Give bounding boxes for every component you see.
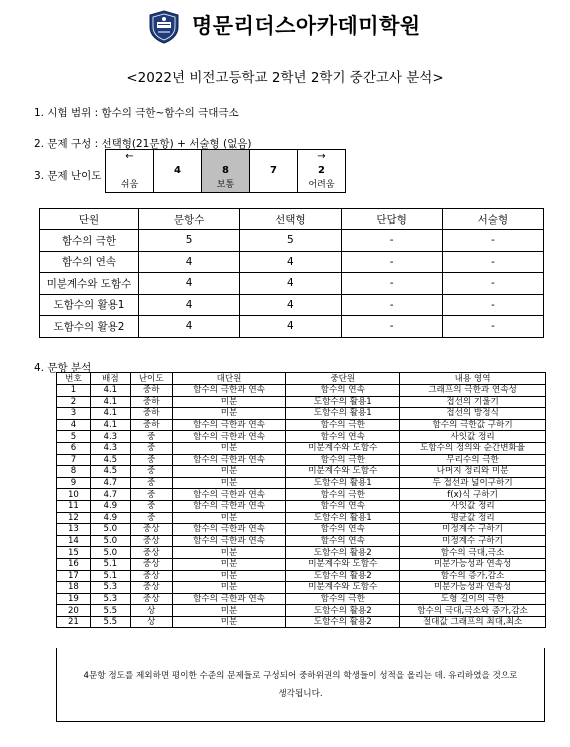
column-header: 배점 bbox=[90, 373, 130, 385]
table-cell: 중하 bbox=[130, 408, 172, 420]
table-cell: 미분 bbox=[172, 558, 286, 570]
table-row bbox=[57, 524, 546, 536]
table-cell: 함수의 극한과 연속 bbox=[172, 454, 286, 466]
table-cell: 4.1 bbox=[90, 396, 130, 408]
table-cell: 미분 bbox=[172, 616, 286, 628]
table-cell: 중상 bbox=[130, 547, 172, 559]
table-cell: 무리수의 극한 bbox=[400, 454, 546, 466]
table-cell: 4.5 bbox=[90, 454, 130, 466]
question-composition: 2. 문제 구성 : 선택형(21문항) + 서술형 (없음) bbox=[34, 138, 252, 150]
table-cell: 중 bbox=[130, 442, 172, 454]
table-cell: 상 bbox=[130, 605, 172, 617]
table-cell: 함수의 연속 bbox=[40, 251, 139, 273]
difficulty-count: 8 bbox=[222, 165, 229, 176]
table-cell: 4.3 bbox=[90, 431, 130, 443]
table-row bbox=[40, 294, 544, 316]
academy-name: 명문리더스아카데미학원 bbox=[192, 14, 421, 38]
table-cell: - bbox=[341, 273, 442, 295]
table-cell: 4.1 bbox=[90, 385, 130, 397]
table-cell: 5.1 bbox=[90, 570, 130, 582]
table-cell: - bbox=[341, 316, 442, 338]
table-cell: 두 접선과 넓이구하기 bbox=[400, 477, 546, 489]
table-cell: 4 bbox=[240, 273, 341, 295]
table-cell: 4.1 bbox=[90, 419, 130, 431]
table-cell: 4.1 bbox=[90, 408, 130, 420]
table-cell: 4.7 bbox=[90, 477, 130, 489]
table-cell: 중 bbox=[130, 512, 172, 524]
table-cell: 도함수의 활용2 bbox=[286, 605, 400, 617]
table-cell: 도함수의 활용1 bbox=[286, 512, 400, 524]
difficulty-scale bbox=[105, 149, 346, 193]
table-cell: 4 bbox=[139, 294, 240, 316]
table-row bbox=[57, 593, 546, 605]
column-header: 선택형 bbox=[240, 209, 341, 230]
composition-table bbox=[39, 208, 544, 338]
table-cell: 3 bbox=[57, 408, 91, 420]
table-cell: 5.0 bbox=[90, 547, 130, 559]
table-cell: 중상 bbox=[130, 593, 172, 605]
table-cell: 도함수의 정의와 순간변화율 bbox=[400, 442, 546, 454]
arrow-right-icon: → bbox=[317, 151, 326, 162]
table-cell: 4.5 bbox=[90, 466, 130, 478]
table-cell: 미정계수 구하기 bbox=[400, 524, 546, 536]
table-cell: 15 bbox=[57, 547, 91, 559]
table-cell: 미분계수와 도함수 bbox=[286, 466, 400, 478]
table-row bbox=[57, 454, 546, 466]
table-cell: 함수의 극한과 연속 bbox=[172, 524, 286, 536]
table-row bbox=[57, 547, 546, 559]
table-cell: 5.3 bbox=[90, 593, 130, 605]
column-header: 대단원 bbox=[172, 373, 286, 385]
table-cell: 중하 bbox=[130, 419, 172, 431]
table-cell: 도함수의 활용1 bbox=[286, 477, 400, 489]
comment-box bbox=[56, 648, 545, 722]
table-cell: 중상 bbox=[130, 535, 172, 547]
table-cell: 미분 bbox=[172, 466, 286, 478]
table-cell: 미분 bbox=[172, 512, 286, 524]
column-header: 단원 bbox=[40, 209, 139, 230]
table-cell: 9 bbox=[57, 477, 91, 489]
table-cell: f(x)식 구하기 bbox=[400, 489, 546, 501]
table-cell: 7 bbox=[57, 454, 91, 466]
table-cell: 함수의 극한 bbox=[286, 419, 400, 431]
table-cell: 17 bbox=[57, 570, 91, 582]
difficulty-count: 4 bbox=[174, 165, 181, 176]
table-cell: 미분 bbox=[172, 477, 286, 489]
table-cell: 미정계수 구하기 bbox=[400, 535, 546, 547]
table-cell: 사잇값 정리 bbox=[400, 500, 546, 512]
table-cell: 함수의 연속 bbox=[286, 535, 400, 547]
table-cell: 11 bbox=[57, 500, 91, 512]
difficulty-caption: 보통 bbox=[216, 180, 235, 190]
document-title: <2022년 비전고등학교 2학년 2학기 중간고사 분석> bbox=[126, 70, 444, 86]
table-cell: 중상 bbox=[130, 558, 172, 570]
difficulty-cell-highlighted bbox=[202, 150, 250, 193]
arrow-left-icon: ← bbox=[125, 151, 134, 162]
table-cell: 2 bbox=[57, 396, 91, 408]
column-header: 단답형 bbox=[341, 209, 442, 230]
table-cell: 5 bbox=[240, 230, 341, 252]
table-row bbox=[57, 408, 546, 420]
difficulty-caption: 어려움 bbox=[308, 180, 335, 190]
table-cell: 함수의 극한 bbox=[40, 230, 139, 252]
table-cell: 중상 bbox=[130, 582, 172, 594]
table-cell: 함수의 극한 bbox=[286, 593, 400, 605]
table-cell: 미분 bbox=[172, 605, 286, 617]
table-row bbox=[57, 512, 546, 524]
table-cell: 함수의 극한과 연속 bbox=[172, 419, 286, 431]
table-cell: 4 bbox=[240, 251, 341, 273]
difficulty-count: 7 bbox=[270, 165, 277, 176]
table-cell: 그래프의 극한과 연속성 bbox=[400, 385, 546, 397]
table-cell: 18 bbox=[57, 582, 91, 594]
table-cell: 평균값 정리 bbox=[400, 512, 546, 524]
table-cell: 중 bbox=[130, 477, 172, 489]
table-cell: 함수의 극한과 연속 bbox=[172, 431, 286, 443]
table-cell: 중 bbox=[130, 466, 172, 478]
table-cell: 미분계수와 도함수 bbox=[286, 558, 400, 570]
table-cell: 12 bbox=[57, 512, 91, 524]
table-row bbox=[57, 385, 546, 397]
exam-scope: 1. 시험 범위 : 함수의 극한~함수의 극대극소 bbox=[34, 107, 239, 119]
table-cell: 절대값 그래프의 최대,최소 bbox=[400, 616, 546, 628]
difficulty-label: 3. 문제 난이도 bbox=[34, 170, 102, 182]
table-cell: 4.9 bbox=[90, 512, 130, 524]
table-cell: 상 bbox=[130, 616, 172, 628]
table-cell: 도함수의 활용1 bbox=[40, 294, 139, 316]
table-row bbox=[57, 431, 546, 443]
table-cell: 미분계수와 도함수 bbox=[40, 273, 139, 295]
table-cell: 5 bbox=[57, 431, 91, 443]
table-cell: 4 bbox=[139, 251, 240, 273]
table-cell: 4.9 bbox=[90, 500, 130, 512]
table-cell: 함수의 극한과 연속 bbox=[172, 489, 286, 501]
table-cell: 함수의 극한 bbox=[286, 489, 400, 501]
difficulty-cell bbox=[250, 150, 298, 193]
table-cell: - bbox=[442, 294, 543, 316]
difficulty-cell bbox=[106, 150, 154, 193]
table-cell: 함수의 증가,감소 bbox=[400, 570, 546, 582]
table-cell: - bbox=[341, 251, 442, 273]
table-row bbox=[57, 582, 546, 594]
column-header: 문항수 bbox=[139, 209, 240, 230]
table-cell: 4.3 bbox=[90, 442, 130, 454]
table-cell: 미분 bbox=[172, 547, 286, 559]
table-cell: 도함수의 활용2 bbox=[286, 616, 400, 628]
table-cell: 8 bbox=[57, 466, 91, 478]
table-cell: 중하 bbox=[130, 396, 172, 408]
table-cell: 도함수의 활용2 bbox=[286, 570, 400, 582]
table-cell: 1 bbox=[57, 385, 91, 397]
table-cell: 미분 bbox=[172, 408, 286, 420]
table-cell: 6 bbox=[57, 442, 91, 454]
table-cell: 함수의 극한 bbox=[286, 454, 400, 466]
table-cell: 5.1 bbox=[90, 558, 130, 570]
table-row bbox=[57, 558, 546, 570]
table-cell: 함수의 극한과 연속 bbox=[172, 500, 286, 512]
analysis-comment: 4문항 정도를 제외하면 평이한 수준의 문제들로 구성되어 중하위권의 학생들이 성적을 올리는 데. 유리하였을 것으로 생각됩니다. bbox=[83, 670, 518, 699]
table-cell: 미분 bbox=[172, 396, 286, 408]
table-cell: 4 bbox=[240, 316, 341, 338]
table-cell: - bbox=[442, 316, 543, 338]
table-cell: 10 bbox=[57, 489, 91, 501]
table-cell: 중하 bbox=[130, 385, 172, 397]
table-row bbox=[57, 570, 546, 582]
table-cell: 4 bbox=[240, 294, 341, 316]
table-cell: 함수의 연속 bbox=[286, 500, 400, 512]
table-cell: - bbox=[442, 230, 543, 252]
table-row bbox=[57, 442, 546, 454]
table-cell: 접선의 방정식 bbox=[400, 408, 546, 420]
column-header: 중단원 bbox=[286, 373, 400, 385]
table-cell: 4 bbox=[57, 419, 91, 431]
table-cell: 미분 bbox=[172, 582, 286, 594]
table-cell: 중 bbox=[130, 431, 172, 443]
table-cell: 도형 길이의 극한 bbox=[400, 593, 546, 605]
column-header: 번호 bbox=[57, 373, 91, 385]
table-row bbox=[57, 535, 546, 547]
difficulty-count: 2 bbox=[318, 165, 325, 176]
table-row bbox=[57, 477, 546, 489]
table-cell: 5.3 bbox=[90, 582, 130, 594]
table-row bbox=[57, 419, 546, 431]
table-row bbox=[40, 273, 544, 295]
table-row bbox=[40, 230, 544, 252]
table-cell: 16 bbox=[57, 558, 91, 570]
table-row bbox=[57, 616, 546, 628]
table-cell: 21 bbox=[57, 616, 91, 628]
table-cell: 중 bbox=[130, 500, 172, 512]
table-row bbox=[40, 251, 544, 273]
table-cell: 사잇값 정리 bbox=[400, 431, 546, 443]
table-cell: - bbox=[341, 230, 442, 252]
table-cell: 5.0 bbox=[90, 524, 130, 536]
school-emblem-icon bbox=[148, 10, 180, 44]
table-cell: 함수의 극대,극소 bbox=[400, 547, 546, 559]
analysis-label: 4. 문항 분석 bbox=[34, 362, 92, 374]
table-cell: 미분 bbox=[172, 442, 286, 454]
table-cell: 5.5 bbox=[90, 605, 130, 617]
table-cell: 14 bbox=[57, 535, 91, 547]
question-analysis-table bbox=[56, 372, 546, 628]
table-cell: 4 bbox=[139, 316, 240, 338]
table-row bbox=[57, 605, 546, 617]
table-cell: 중 bbox=[130, 489, 172, 501]
column-header: 내용 영역 bbox=[400, 373, 546, 385]
table-cell: 미분가능성과 연속성 bbox=[400, 558, 546, 570]
difficulty-cell bbox=[154, 150, 202, 193]
table-cell: 중상 bbox=[130, 570, 172, 582]
table-cell: 5.5 bbox=[90, 616, 130, 628]
column-header: 난이도 bbox=[130, 373, 172, 385]
difficulty-cell bbox=[298, 150, 346, 193]
table-cell: - bbox=[341, 294, 442, 316]
table-cell: 4.7 bbox=[90, 489, 130, 501]
table-row bbox=[57, 466, 546, 478]
table-cell: 미분 bbox=[172, 570, 286, 582]
table-cell: 4 bbox=[139, 273, 240, 295]
table-row bbox=[40, 316, 544, 338]
table-cell: 19 bbox=[57, 593, 91, 605]
table-cell: 도함수의 활용2 bbox=[40, 316, 139, 338]
table-cell: 함수의 극한과 연속 bbox=[172, 535, 286, 547]
column-header: 서술형 bbox=[442, 209, 543, 230]
table-cell: 도함수의 활용1 bbox=[286, 396, 400, 408]
table-row bbox=[57, 489, 546, 501]
table-cell: 중상 bbox=[130, 524, 172, 536]
table-cell: - bbox=[442, 251, 543, 273]
table-cell: 미분가능성과 연속성 bbox=[400, 582, 546, 594]
table-cell: - bbox=[442, 273, 543, 295]
table-cell: 미분계수와 도함수 bbox=[286, 582, 400, 594]
difficulty-caption: 쉬움 bbox=[120, 180, 139, 190]
table-cell: 함수의 연속 bbox=[286, 524, 400, 536]
table-cell: 함수의 극한과 연속 bbox=[172, 385, 286, 397]
table-cell: 함수의 극대,극소와 증가,감소 bbox=[400, 605, 546, 617]
table-cell: 5.0 bbox=[90, 535, 130, 547]
table-cell: 함수의 연속 bbox=[286, 385, 400, 397]
table-cell: 중 bbox=[130, 454, 172, 466]
table-cell: 접선의 기울기 bbox=[400, 396, 546, 408]
table-cell: 미분계수와 도함수 bbox=[286, 442, 400, 454]
table-cell: 함수의 극한값 구하기 bbox=[400, 419, 546, 431]
table-row bbox=[57, 396, 546, 408]
table-cell: 함수의 연속 bbox=[286, 431, 400, 443]
table-row bbox=[57, 500, 546, 512]
table-cell: 나머지 정리와 미분 bbox=[400, 466, 546, 478]
table-cell: 13 bbox=[57, 524, 91, 536]
table-cell: 함수의 극한과 연속 bbox=[172, 593, 286, 605]
table-cell: 5 bbox=[139, 230, 240, 252]
table-cell: 도함수의 활용2 bbox=[286, 547, 400, 559]
table-cell: 20 bbox=[57, 605, 91, 617]
table-cell: 도함수의 활용1 bbox=[286, 408, 400, 420]
